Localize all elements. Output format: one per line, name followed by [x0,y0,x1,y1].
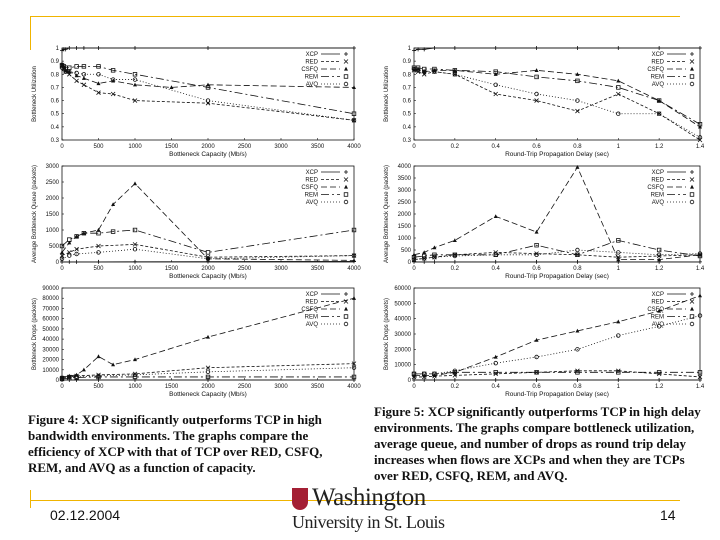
y-tick-label: 0.5 [402,111,411,118]
series-line-avq [62,368,354,378]
point-avq [97,72,101,76]
y-tick-label: 0.5 [50,111,59,118]
point-csfq [97,354,101,358]
series-line-red [414,70,700,140]
point-csfq [453,238,457,242]
x-tick-label: 2000 [201,384,215,390]
y-tick-label: 40000 [394,316,411,323]
x-tick-label: 0.2 [450,266,460,272]
point-xcp [616,46,620,50]
university-logo [290,484,445,534]
x-tick-label: 2000 [201,144,215,150]
y-tick-label: 0.3 [50,138,59,144]
legend-marker [690,52,694,56]
caption-figure-5: Figure 5: XCP significantly outperforms TCP in high delay environments. The graphs compare bottleneck utilization, average queue, and number of drops as round trip delay increases when flows are XCPs and when they are TCPs over RED, CSFQ, REM, and AVQ. [374,404,701,483]
point-xcp [494,378,498,382]
legend-marker [690,178,694,182]
y-tick-label: 0.9 [50,59,59,66]
x-tick-label: 1.4 [695,144,705,150]
point-xcp [453,46,457,50]
x-tick-label: 1000 [128,384,142,390]
y-tick-label: 1500 [397,224,411,230]
logo-name: Washington [312,484,426,511]
caption-figure-4: Figure 4: XCP significantly outperforms TCP in high bandwidth environments. The graphs compare the efficiency of XCP with that of TCP over RED, CSFQ, REM, and AVQ as a function of capacity. [28,412,323,475]
legend-marker [344,322,348,326]
chart-3 [32,286,361,398]
x-tick-label: 3500 [310,384,325,390]
slide-page-number: 14 [660,507,676,523]
legend-label: REM [650,192,664,199]
x-tick-label: 1 [616,266,620,272]
x-tick-label: 0 [60,266,64,272]
x-tick-label: 1 [616,144,620,150]
legend-marker [690,193,694,197]
legend-marker [344,307,348,311]
legend-label: AVQ [651,82,664,88]
y-tick-label: 10000 [42,367,59,374]
legend-marker [344,82,348,86]
legend-label: XCP [651,52,664,58]
x-axis-label: Bottleneck Capacity (Mb/s) [169,391,247,398]
x-tick-label: 1 [616,384,620,390]
y-tick-label: 3000 [45,164,59,170]
point-csfq [206,335,210,339]
x-tick-label: 1.2 [654,266,664,272]
legend-label: RED [305,177,318,184]
y-tick-label: 0.6 [402,98,411,105]
point-xcp [97,46,101,50]
legend-label: RED [651,299,664,306]
y-tick-label: 0.4 [50,124,59,131]
y-tick-label: 0.8 [402,72,411,79]
chart-4 [384,46,705,158]
legend-label: AVQ [651,200,664,206]
chart-1 [32,46,361,158]
x-tick-label: 500 [93,144,104,150]
x-tick-label: 1.2 [654,384,664,390]
point-xcp [432,378,436,382]
x-tick-label: 1500 [164,266,179,272]
y-tick-label: 1 [407,46,411,52]
shield-icon [292,488,308,510]
y-tick-label: 0.6 [50,98,59,105]
legend-label: AVQ [305,200,318,206]
point-csfq [82,368,86,372]
legend-label: CSFQ [301,185,318,191]
x-tick-label: 500 [93,266,104,272]
point-xcp [535,260,539,264]
point-csfq [111,362,115,366]
legend-label: REM [304,314,318,321]
point-csfq [616,320,620,324]
x-tick-label: 2500 [237,266,252,272]
legend-marker [690,292,694,296]
point-red [494,92,498,96]
point-red [575,109,579,113]
y-tick-label: 500 [48,244,59,250]
y-tick-label: 0.7 [402,85,411,92]
point-xcp [82,46,86,50]
y-tick-label: 50000 [42,326,59,333]
point-xcp [75,260,79,264]
x-tick-label: 3500 [310,266,325,272]
x-tick-label: 2500 [237,144,252,150]
legend-label: RED [651,59,664,66]
x-tick-label: 1.2 [654,144,664,150]
legend-label: XCP [305,52,318,58]
legend-marker [690,170,694,174]
y-tick-label: 1000 [397,236,411,242]
legend-marker [690,307,694,311]
x-tick-label: 0.8 [573,266,582,272]
y-tick-label: 3000 [397,188,411,194]
y-axis-label: Bottleneck Utilization [384,66,390,122]
point-xcp [412,49,416,53]
legend-label: XCP [305,292,318,298]
charts-svg [20,38,710,408]
legend-marker [344,60,348,64]
legend-marker [344,170,348,174]
legend-marker [344,52,348,56]
decor-line-bottom-left [30,490,31,508]
x-tick-label: 1500 [164,384,179,390]
x-tick-label: 2500 [237,384,252,390]
y-tick-label: 2000 [397,212,411,218]
point-xcp [698,260,702,264]
x-axis-label: Round-Trip Propagation Delay (sec) [505,273,609,280]
y-tick-label: 1500 [45,212,59,218]
y-tick-label: 1 [55,46,59,52]
x-tick-label: 0.4 [491,266,500,272]
chart-5 [384,164,705,280]
y-tick-label: 4000 [397,164,411,170]
x-axis-label: Round-Trip Propagation Delay (sec) [505,151,609,158]
y-tick-label: 0.8 [50,72,59,79]
point-xcp [657,378,661,382]
chart-6 [384,286,705,398]
y-axis-label: Bottleneck Utilization [32,66,38,122]
y-tick-label: 0.3 [402,138,411,144]
point-xcp [616,378,620,382]
y-tick-label: 3500 [397,176,411,182]
x-tick-label: 0.8 [573,144,582,150]
y-tick-label: 90000 [42,286,59,292]
series-line-xcp [414,48,700,51]
legend-label: REM [650,314,664,321]
legend-marker [344,193,348,197]
legend-marker [690,67,694,71]
x-tick-label: 0.8 [573,384,582,390]
point-xcp [575,46,579,50]
x-axis-label: Round-Trip Propagation Delay (sec) [505,391,609,398]
x-tick-label: 1500 [164,144,179,150]
point-csfq [698,293,702,297]
point-xcp [352,46,356,50]
y-tick-label: 2000 [45,196,59,202]
legend-label: CSFQ [647,307,664,313]
slide-date: 02.12.2004 [50,507,121,523]
y-tick-label: 0 [407,260,411,266]
legend-label: CSFQ [301,67,318,73]
legend-label: CSFQ [647,185,664,191]
point-red [616,92,620,96]
legend-marker [344,292,348,296]
y-tick-label: 60000 [42,316,59,323]
legend-label: AVQ [305,322,318,328]
legend-marker [690,75,694,79]
legend-label: CSFQ [301,307,318,313]
point-avq [82,72,86,76]
y-tick-label: 1000 [45,228,59,234]
legend-marker [344,75,348,79]
legend-marker [690,322,694,326]
legend-marker [690,60,694,64]
legend-label: XCP [651,170,664,176]
legend-marker [344,67,348,71]
legend-marker [344,178,348,182]
point-csfq [133,181,137,185]
point-xcp [75,46,79,50]
y-tick-label: 0.9 [402,59,411,66]
point-xcp [535,46,539,50]
y-tick-label: 40000 [42,337,59,344]
x-tick-label: 1.4 [695,384,705,390]
point-xcp [67,260,71,264]
y-axis-label: Bottleneck Drops (packets) [384,297,390,371]
y-tick-label: 0 [407,378,411,384]
point-xcp [535,378,539,382]
point-xcp [453,378,457,382]
logo-sub: University in St. Louis [292,512,445,532]
legend-marker [690,200,694,204]
legend-marker [344,185,348,189]
point-xcp [133,260,137,264]
legend-marker [690,300,694,304]
x-tick-label: 4000 [347,384,361,390]
x-tick-label: 1000 [128,266,142,272]
point-csfq [535,68,539,72]
y-tick-label: 60000 [394,286,411,292]
series-line-red [62,364,354,378]
legend-label: AVQ [651,322,664,328]
point-avq [616,112,620,116]
point-csfq [82,76,86,80]
series-line-rem [62,230,354,252]
legend-marker [344,200,348,204]
chart-2 [32,164,361,280]
point-xcp [494,46,498,50]
y-tick-label: 50000 [394,301,411,308]
y-tick-label: 500 [400,248,411,254]
y-tick-label: 20000 [42,357,59,364]
decor-line-top [30,16,680,17]
y-tick-label: 0.4 [402,124,411,131]
x-tick-label: 2000 [201,266,215,272]
x-tick-label: 500 [93,384,104,390]
point-xcp [698,46,702,50]
point-xcp [133,46,137,50]
legend-marker [690,185,694,189]
y-tick-label: 2500 [45,180,59,186]
x-tick-label: 0 [412,384,416,390]
point-xcp [432,260,436,264]
x-tick-label: 0 [60,144,64,150]
y-tick-label: 2500 [397,200,411,206]
x-tick-label: 3000 [274,144,288,150]
x-tick-label: 0.6 [532,384,541,390]
x-tick-label: 0.4 [491,384,500,390]
point-csfq [616,257,620,261]
x-tick-label: 0.6 [532,266,541,272]
x-tick-label: 0.2 [450,384,460,390]
x-tick-label: 0 [60,384,64,390]
x-tick-label: 0 [412,266,416,272]
point-xcp [575,378,579,382]
point-xcp [657,46,661,50]
point-csfq [352,296,356,300]
point-csfq [575,165,579,169]
x-tick-label: 1.4 [695,266,705,272]
point-xcp [97,260,101,264]
legend-label: RED [305,59,318,66]
legend-label: RED [651,177,664,184]
x-tick-label: 4000 [347,144,361,150]
legend-marker [690,82,694,86]
point-csfq [616,79,620,83]
x-tick-label: 3500 [310,144,325,150]
legend-label: REM [650,74,664,81]
point-red [75,79,79,83]
y-tick-label: 30000 [42,347,59,354]
x-tick-label: 3000 [274,384,288,390]
point-red [82,83,86,87]
legend-label: REM [304,74,318,81]
legend-label: RED [305,299,318,306]
x-tick-label: 3000 [274,266,288,272]
x-tick-label: 4000 [347,266,361,272]
legend-label: CSFQ [647,67,664,73]
point-xcp [432,46,436,50]
point-xcp [494,260,498,264]
x-tick-label: 0 [412,144,416,150]
y-tick-label: 70000 [42,306,59,313]
point-rem [206,251,210,255]
y-tick-label: 80000 [42,296,59,303]
x-axis-label: Bottleneck Capacity (Mb/s) [169,273,247,280]
y-axis-label: Average Bottleneck Queue (packets) [384,165,390,263]
point-xcp [575,260,579,264]
x-axis-label: Bottleneck Capacity (Mb/s) [169,151,247,158]
y-axis-label: Average Bottleneck Queue (packets) [32,165,38,263]
legend-label: XCP [651,292,664,298]
y-tick-label: 0.7 [50,85,59,92]
point-xcp [453,260,457,264]
y-tick-label: 20000 [394,347,411,354]
point-avq [616,334,620,338]
legend-label: XCP [305,170,318,176]
y-tick-label: 0 [55,260,59,266]
legend-label: AVQ [305,82,318,88]
point-xcp [67,46,71,50]
x-tick-label: 0.6 [532,144,541,150]
y-tick-label: 0 [55,378,59,384]
point-xcp [206,46,210,50]
x-tick-label: 0.4 [491,144,500,150]
point-csfq [494,214,498,218]
legend-label: REM [304,192,318,199]
legend-marker [344,315,348,319]
point-red [111,92,115,96]
y-tick-label: 30000 [394,332,411,338]
y-tick-label: 10000 [394,362,411,369]
point-red [133,99,137,103]
x-tick-label: 0.2 [450,144,460,150]
y-axis-label: Bottleneck Drops (packets) [32,297,38,371]
x-tick-label: 1000 [128,144,142,150]
